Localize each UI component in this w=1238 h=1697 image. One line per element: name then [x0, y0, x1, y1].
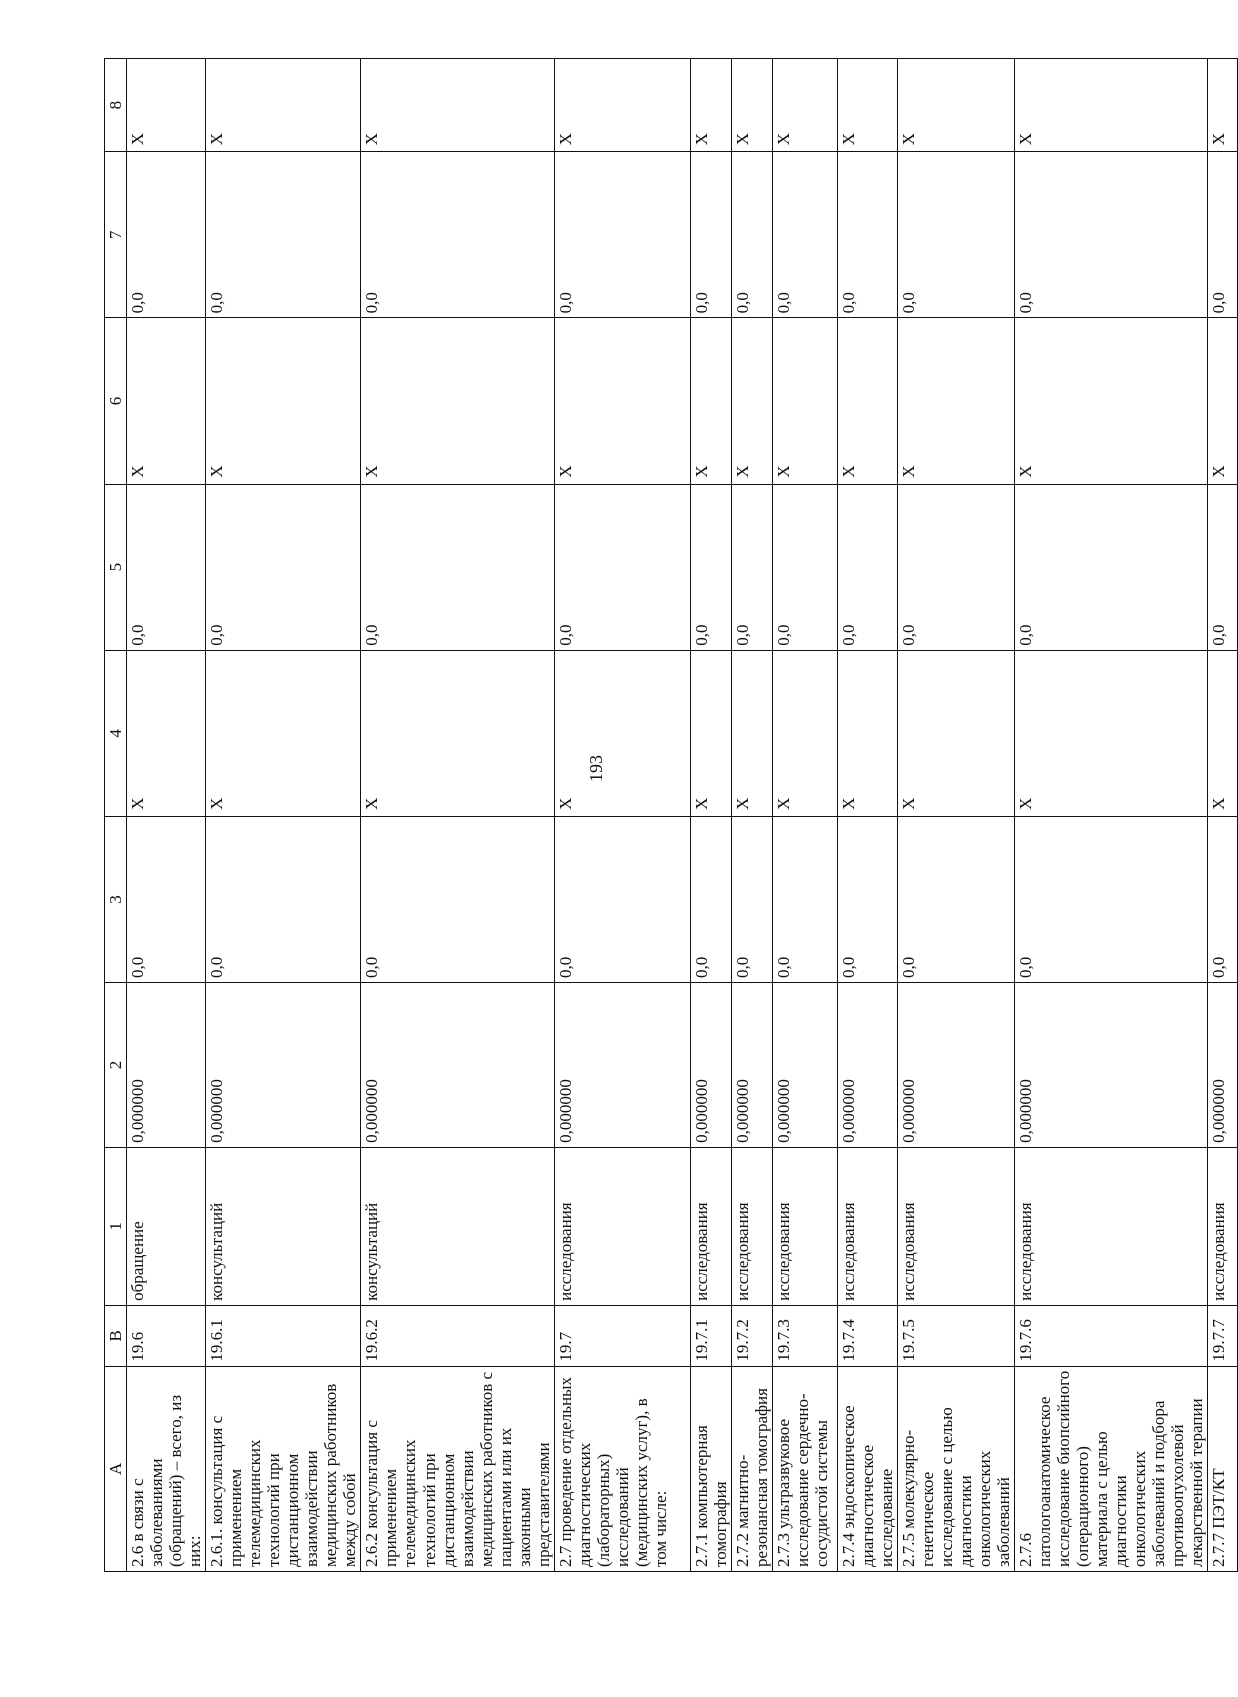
cell-col5: 0,0 [690, 484, 731, 650]
cell-col5: 0,0 [897, 484, 1014, 650]
cell-col3: 0,0 [1015, 816, 1208, 982]
cell-col7: 0,0 [554, 152, 690, 318]
cell-col2: 0,000000 [897, 983, 1014, 1148]
cell-col8: X [127, 59, 206, 152]
cell-unit: консультаций [206, 1147, 361, 1305]
header-cell-5: 5 [105, 484, 127, 650]
cell-unit: исследования [837, 1147, 897, 1305]
cell-col8: X [1208, 59, 1238, 152]
cell-col8: X [772, 59, 837, 152]
cell-col4: X [127, 650, 206, 816]
table-row [690, 59, 731, 1572]
header-cell-2: 2 [105, 983, 127, 1148]
cell-col7: 0,0 [690, 152, 731, 318]
cell-code: 19.6.1 [206, 1305, 361, 1366]
cell-description: 2.6.2 консультация с применением телемедицинских технологий при дистанционном взаимодействии медицинских работников с пациентами или их законными представителями [361, 1366, 554, 1571]
table-row [837, 59, 897, 1572]
cell-col8: X [731, 59, 772, 152]
cell-col2: 0,000000 [361, 983, 554, 1148]
cell-col7: 0,0 [206, 152, 361, 318]
header-row [105, 59, 127, 1572]
cell-col6: X [690, 318, 731, 484]
cell-col2: 0,000000 [690, 983, 731, 1148]
cell-col6: X [206, 318, 361, 484]
cell-description: 2.7.6 патологоанатомическое исследование биопсийного (операционного) материала с целью диагностики онкологических заболеваний и подбора противоопухолевой лекарственной терапии [1015, 1366, 1208, 1571]
cell-col5: 0,0 [1015, 484, 1208, 650]
cell-col6: X [897, 318, 1014, 484]
cell-col8: X [206, 59, 361, 152]
cell-col8: X [1015, 59, 1208, 152]
table-row [554, 59, 690, 1572]
cell-code: 19.6 [127, 1305, 206, 1366]
page-number: 193 [586, 755, 606, 782]
cell-col4: X [361, 650, 554, 816]
cell-col2: 0,000000 [1015, 983, 1208, 1148]
cell-unit: обращение [127, 1147, 206, 1305]
table-row [731, 59, 772, 1572]
cell-col3: 0,0 [897, 816, 1014, 982]
cell-col4: X [731, 650, 772, 816]
cell-unit: исследования [554, 1147, 690, 1305]
cell-col4: X [1015, 650, 1208, 816]
cell-col7: 0,0 [837, 152, 897, 318]
table-row [772, 59, 837, 1572]
cell-col8: X [897, 59, 1014, 152]
cell-col7: 0,0 [127, 152, 206, 318]
cell-col2: 0,000000 [1208, 983, 1238, 1148]
cell-code: 19.7 [554, 1305, 690, 1366]
cell-col3: 0,0 [127, 816, 206, 982]
cell-col3: 0,0 [772, 816, 837, 982]
cell-description: 2.7 проведение отдельных диагностических (лабораторных) исследований (медицинских услуг), в том числе: [554, 1366, 690, 1571]
cell-col6: X [554, 318, 690, 484]
cell-col5: 0,0 [837, 484, 897, 650]
cell-col4: X [1208, 650, 1238, 816]
cell-col4: X [690, 650, 731, 816]
cell-unit: консультаций [361, 1147, 554, 1305]
table-container [104, 58, 1229, 1572]
cell-code: 19.7.6 [1015, 1305, 1208, 1366]
cell-col5: 0,0 [127, 484, 206, 650]
cell-unit: исследования [731, 1147, 772, 1305]
cell-col4: X [772, 650, 837, 816]
table-row [127, 59, 206, 1572]
cell-col7: 0,0 [361, 152, 554, 318]
cell-description: 2.7.5 молекулярно-генетическое исследование с целью диагностики онкологических заболеваний [897, 1366, 1014, 1571]
cell-col2: 0,000000 [837, 983, 897, 1148]
cell-col4: X [554, 650, 690, 816]
cell-col7: 0,0 [1015, 152, 1208, 318]
cell-unit: исследования [1208, 1147, 1238, 1305]
cell-col5: 0,0 [1208, 484, 1238, 650]
cell-col2: 0,000000 [772, 983, 837, 1148]
cell-col7: 0,0 [1208, 152, 1238, 318]
cell-description: 2.6 в связи с заболеваниями (обращений) – всего, из них: [127, 1366, 206, 1571]
cell-col6: X [1015, 318, 1208, 484]
cell-col6: X [127, 318, 206, 484]
cell-code: 19.7.7 [1208, 1305, 1238, 1366]
cell-col5: 0,0 [554, 484, 690, 650]
cell-code: 19.7.3 [772, 1305, 837, 1366]
cell-description: 2.7.2 магнитно-резонансная томография [731, 1366, 772, 1571]
cell-col2: 0,000000 [731, 983, 772, 1148]
cell-col4: X [837, 650, 897, 816]
cell-col6: X [1208, 318, 1238, 484]
header-cell-a: А [105, 1366, 127, 1571]
cell-col2: 0,000000 [554, 983, 690, 1148]
cell-code: 19.7.4 [837, 1305, 897, 1366]
table-row [1208, 59, 1238, 1572]
header-cell-3: 3 [105, 816, 127, 982]
cell-code: 19.7.5 [897, 1305, 1014, 1366]
table-row [206, 59, 361, 1572]
cell-description: 2.7.3 ультразвуковое исследование сердечно-сосудистой системы [772, 1366, 837, 1571]
cell-col3: 0,0 [1208, 816, 1238, 982]
cell-unit: исследования [772, 1147, 837, 1305]
cell-unit: исследования [897, 1147, 1014, 1305]
cell-description: 2.7.1 компьютерная томография [690, 1366, 731, 1571]
cell-col4: X [206, 650, 361, 816]
cell-col7: 0,0 [772, 152, 837, 318]
data-table [104, 58, 1238, 1572]
cell-col3: 0,0 [206, 816, 361, 982]
header-cell-8: 8 [105, 59, 127, 152]
cell-col8: X [361, 59, 554, 152]
cell-col5: 0,0 [206, 484, 361, 650]
cell-description: 2.6.1. консультация с применением телемедицинских технологий при дистанционном взаимодействии медицинских работников между собой [206, 1366, 361, 1571]
cell-description: 2.7.7 ПЭТ/КТ [1208, 1366, 1238, 1571]
cell-description: 2.7.4 эндоскопическое диагностическое исследование [837, 1366, 897, 1571]
cell-col5: 0,0 [361, 484, 554, 650]
cell-col6: X [837, 318, 897, 484]
cell-code: 19.7.2 [731, 1305, 772, 1366]
table-row [897, 59, 1014, 1572]
cell-col8: X [554, 59, 690, 152]
header-cell-1: 1 [105, 1147, 127, 1305]
cell-col3: 0,0 [690, 816, 731, 982]
cell-col6: X [361, 318, 554, 484]
cell-unit: исследования [690, 1147, 731, 1305]
cell-col3: 0,0 [361, 816, 554, 982]
cell-col4: X [897, 650, 1014, 816]
cell-col3: 0,0 [731, 816, 772, 982]
header-cell-b: В [105, 1305, 127, 1366]
cell-col5: 0,0 [731, 484, 772, 650]
header-cell-7: 7 [105, 152, 127, 318]
cell-col6: X [731, 318, 772, 484]
table-row [361, 59, 554, 1572]
header-cell-6: 6 [105, 318, 127, 484]
cell-col8: X [837, 59, 897, 152]
cell-col6: X [772, 318, 837, 484]
cell-col8: X [690, 59, 731, 152]
cell-col7: 0,0 [731, 152, 772, 318]
table-row [1015, 59, 1208, 1572]
cell-code: 19.7.1 [690, 1305, 731, 1366]
header-cell-4: 4 [105, 650, 127, 816]
cell-col3: 0,0 [554, 816, 690, 982]
cell-col3: 0,0 [837, 816, 897, 982]
cell-col7: 0,0 [897, 152, 1014, 318]
cell-col2: 0,000000 [127, 983, 206, 1148]
cell-code: 19.6.2 [361, 1305, 554, 1366]
cell-col5: 0,0 [772, 484, 837, 650]
cell-unit: исследования [1015, 1147, 1208, 1305]
cell-col2: 0,000000 [206, 983, 361, 1148]
